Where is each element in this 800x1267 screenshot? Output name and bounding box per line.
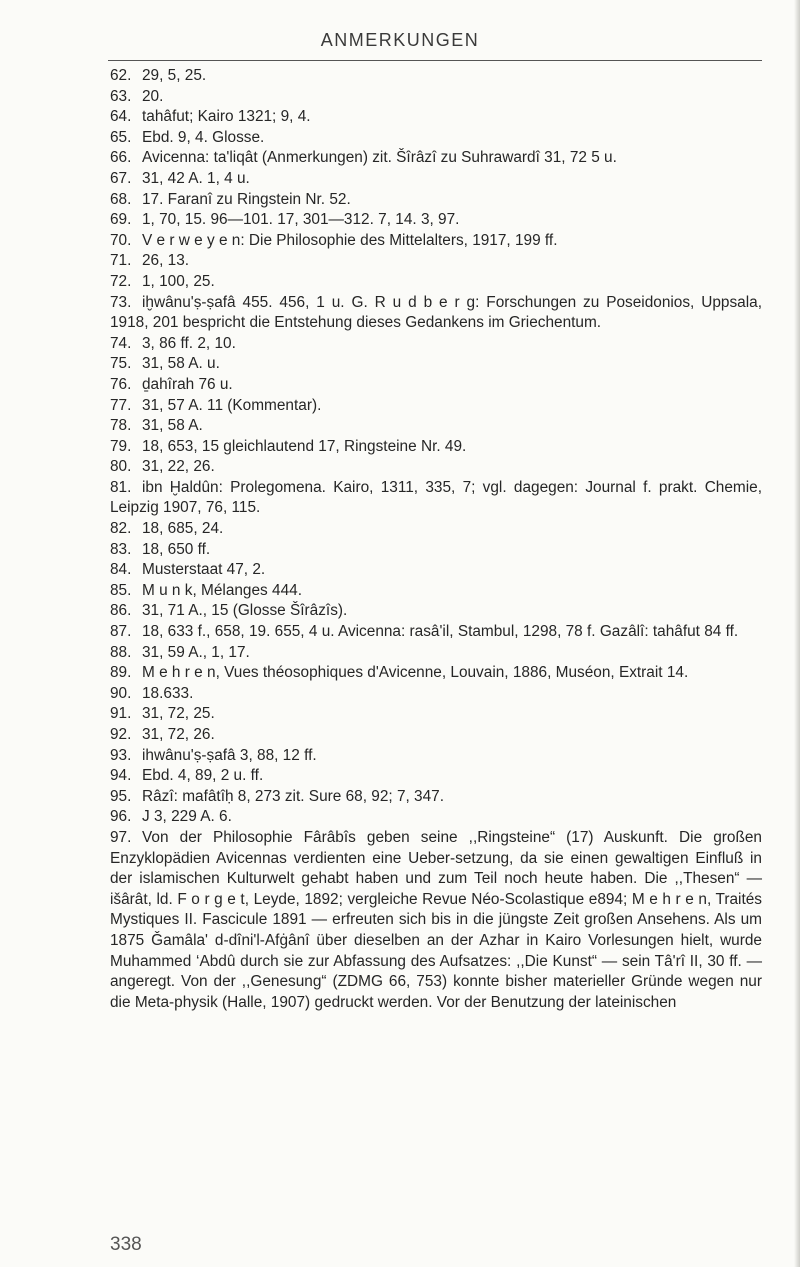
note-entry [110,87,762,108]
note-number: 93. [110,746,132,764]
note-text: M e h r e n, Vues théosophiques d'Avicenne, Louvain, 1886, Muséon, Extrait 14. [142,664,689,682]
note-number: 63. [110,87,132,105]
note-text: tahâfut; Kairo 1321; 9, 4. [142,108,311,126]
note-entry [110,107,762,128]
note-number: 85. [110,581,132,599]
note-number: 88. [110,643,132,661]
note-number: 79. [110,437,132,455]
note-number: 62. [110,67,132,84]
note-entry [110,375,762,396]
note-text: 18, 653, 15 gleichlautend 17, Ringsteine Nr. 49. [142,437,467,455]
note-entry [110,684,762,705]
note-entry [110,190,762,211]
note-entry [110,128,762,149]
note-text: 31, 59 A., 1, 17. [142,643,250,661]
note-number: 78. [110,417,132,435]
note-text: 18.633. [142,684,194,702]
note-entry [110,66,762,87]
note-text: 18, 650 ff. [142,540,211,558]
note-text: ḏahîrah 76 u. [142,375,233,393]
note-entry [110,560,762,581]
header-rule [108,60,762,61]
note-text: 31, 58 A. [142,417,203,435]
note-number: 83. [110,540,132,558]
note-text: J 3, 229 A. 6. [142,808,232,826]
page-number: 338 [110,1234,142,1255]
note-entry [110,787,762,808]
note-entry [110,416,762,437]
note-entry [110,334,762,355]
note-entry [110,396,762,417]
note-text: 18, 633 f., 658, 19. 655, 4 u. Avicenna: rasâ'il, Stambul, 1298, 78 f. Gazâlî: tahâfut 84 ff. [142,623,739,641]
note-text: iḫwânu'ṣ-ṣafâ 455. 456, 1 u. G. R u d b e r g: Forschungen zu Poseidonios, Uppsala, 1918, 201 bespricht die Entstehung dieses Gedankens im Griechentum. [110,293,762,332]
note-entry [110,457,762,478]
note-text: 1, 100, 25. [142,272,215,290]
note-entry [110,663,762,684]
note-number: 86. [110,602,132,620]
note-entry [110,622,762,643]
note-text: 17. Faranî zu Ringstein Nr. 52. [142,190,351,208]
note-entry [110,437,762,458]
note-number: 75. [110,355,132,373]
note-number: 76. [110,375,132,393]
note-text: 31, 42 A. 1, 4 u. [142,169,250,187]
note-entry [110,725,762,746]
note-entry [110,148,762,169]
note-text: 31, 57 A. 11 (Kommentar). [142,396,322,414]
note-number: 97. [110,828,132,846]
note-text: 3, 86 ff. 2, 10. [142,334,236,352]
note-entry [110,519,762,540]
note-number: 90. [110,684,132,702]
note-number: 96. [110,808,132,826]
note-number: 84. [110,561,132,579]
note-number: 71. [110,252,132,270]
note-number: 74. [110,334,132,352]
note-text: 31, 72, 26. [142,726,215,743]
note-entry [110,478,762,519]
note-number: 77. [110,396,132,414]
note-number: 70. [110,231,132,249]
note-entry [110,828,762,1013]
note-entry [110,746,762,767]
note-text: 1, 70, 15. 96—101. 17, 301—312. 7, 14. 3, 97. [142,211,460,229]
note-entry [110,354,762,375]
note-number: 68. [110,190,132,208]
note-text: 31, 22, 26. [142,458,215,476]
note-entry [110,766,762,787]
note-text: Von der Philosophie Fârâbîs geben seine ,,Ringsteine“ (17) Auskunft. Die großen Enzyklopädien Avicennas verdienten eine Ueber-setzung, da sie einen gewaltigen Einfluß in der islamischen Kulturwelt gehabt haben und zum Teil noch heute haben. Die ,,Thesen“ — išârât, ld. F o r g e t, Leyde, 1892; vergleiche Revue Néo-Scolastique e894; M e h r e n, Traités Mystiques II. Fascicule 1891 — erfreuten sich bis in die jüngste Zeit großen Ansehens. Als um 1875 Ǧamâla' d-dîni'l-Afġânî über dieselben an der Azhar in Kairo Vorlesungen hielt, wurde Muhammed ‘Abdû durch sie zur Abfassung des Aufsatzes: ,,Die Kunst“ — sein Tâ'rî II, 30 ff. — angeregt. Von der ,,Genesung“ (ZDMG 66, 753) konnte bisher materieller Gründe wegen nur die Meta-physik (Halle, 1907) gedruckt werden. Vor der Benutzung der lateinischen [110,828,762,1011]
note-text: 18, 685, 24. [142,520,224,538]
note-entry [110,169,762,190]
page-edge-shadow [794,0,800,1267]
running-head: ANMERKUNGEN [320,30,480,50]
note-text: ihwânu'ṣ-ṣafâ 3, 88, 12 ff. [142,746,317,764]
note-entry [110,231,762,252]
note-number: 80. [110,458,132,476]
note-text: ibn Ḫaldûn: Prolegomena. Kairo, 1311, 335, 7; vgl. dagegen: Journal f. prakt. Chemie, Leipzig 1907, 76, 115. [110,478,762,517]
note-text: Râzî: mafâtîḥ 8, 273 zit. Sure 68, 92; 7, 347. [142,787,445,805]
note-entry [110,601,762,622]
note-number: 94. [110,767,132,785]
note-text: 26, 13. [142,252,190,270]
note-text: Ebd. 9, 4. Glosse. [142,128,265,146]
note-text: Ebd. 4, 89, 2 u. ff. [142,767,264,785]
note-number: 82. [110,520,132,538]
note-text: 31, 72, 25. [142,705,215,723]
note-number: 91. [110,705,132,723]
note-number: 89. [110,664,132,682]
note-number: 65. [110,128,132,146]
note-entry [110,540,762,561]
note-number: 73. [110,293,132,311]
note-text: V e r w e y e n: Die Philosophie des Mittelalters, 1917, 199 ff. [142,231,558,249]
note-number: 66. [110,149,132,167]
note-text: 31, 71 A., 15 (Glosse Šîrâzîs). [142,602,348,620]
note-entry [110,251,762,272]
note-text: 31, 58 A. u. [142,355,220,373]
note-number: 87. [110,623,132,641]
note-text: M u n k, Mélanges 444. [142,581,302,599]
note-text: 20. [142,87,164,105]
note-text: Avicenna: ta'liqât (Anmerkungen) zit. Šîrâzî zu Suhrawardî 31, 72 5 u. [142,149,617,167]
note-number: 64. [110,108,132,126]
note-entry [110,643,762,664]
notes-list [110,66,762,1013]
note-number: 95. [110,787,132,805]
note-entry [110,581,762,602]
note-entry [110,293,762,334]
note-number: 81. [110,478,132,496]
note-text: Musterstaat 47, 2. [142,561,266,579]
note-entry [110,210,762,231]
note-text: 29, 5, 25. [142,67,207,84]
note-number: 67. [110,169,132,187]
note-number: 92. [110,726,132,743]
note-entry [110,272,762,293]
note-entry [110,704,762,725]
note-number: 72. [110,272,132,290]
note-entry [110,807,762,828]
note-number: 69. [110,211,132,229]
